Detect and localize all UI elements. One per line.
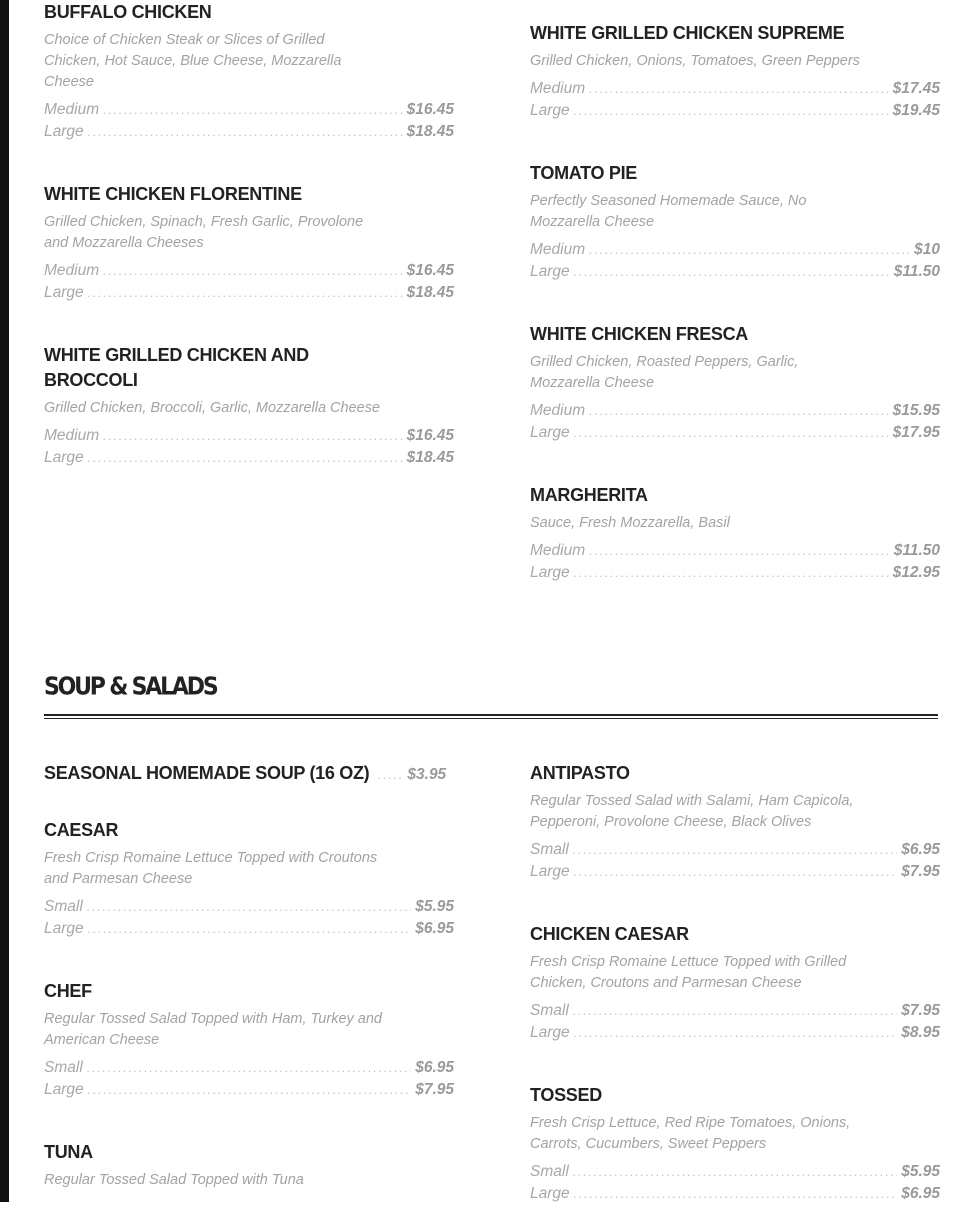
menu-item-chicken-caesar bbox=[530, 922, 940, 1044]
price-amount: $12.95 bbox=[892, 564, 940, 581]
menu-item-caesar bbox=[44, 818, 454, 940]
size-label: Small bbox=[530, 1163, 569, 1180]
menu-item-white-grilled-chicken-supreme bbox=[530, 21, 940, 122]
menu-item-chef bbox=[44, 979, 454, 1101]
price-amount: $6.95 bbox=[901, 841, 940, 858]
item-title: CHICKEN CAESAR bbox=[530, 924, 689, 944]
left-edge-bar bbox=[0, 0, 9, 1202]
dot-leader bbox=[103, 99, 402, 121]
size-label: Large bbox=[44, 1081, 84, 1098]
price-amount: $6.95 bbox=[901, 1185, 940, 1202]
menu-item-white-chicken-florentine bbox=[44, 182, 454, 304]
size-label: Medium bbox=[44, 427, 100, 444]
price-amount: $5.95 bbox=[415, 898, 454, 915]
item-title-line-1: WHITE GRILLED CHICKEN AND bbox=[44, 345, 309, 365]
dot-leader bbox=[589, 239, 910, 261]
size-label: Small bbox=[530, 1002, 569, 1019]
menu-item-white-chicken-fresca bbox=[530, 322, 940, 444]
price-list bbox=[44, 425, 454, 469]
item-title: WHITE CHICKEN FRESCA bbox=[530, 324, 748, 344]
price-row bbox=[44, 425, 454, 447]
item-description: Regular Tossed Salad with Salami, Ham Capicola, Pepperoni, Provolone Cheese, Black Olives bbox=[530, 793, 854, 830]
price-list bbox=[530, 400, 940, 444]
price-list bbox=[530, 1000, 940, 1044]
price-amount: $17.95 bbox=[892, 424, 940, 441]
price-list bbox=[44, 1057, 454, 1101]
price-amount: $17.45 bbox=[892, 80, 940, 97]
dot-leader bbox=[574, 1022, 898, 1044]
section-divider bbox=[44, 714, 938, 719]
price-row bbox=[530, 422, 940, 444]
dot-leader bbox=[103, 425, 402, 447]
item-title: MARGHERITA bbox=[530, 485, 648, 505]
price-row bbox=[530, 261, 940, 283]
menu-item-seasonal-soup bbox=[44, 761, 454, 786]
item-description: Fresh Crisp Romaine Lettuce Topped with Grilled Chicken, Croutons and Parmesan Cheese bbox=[530, 954, 847, 991]
price-amount: $16.45 bbox=[406, 262, 454, 279]
price-row bbox=[44, 896, 454, 918]
size-label: Medium bbox=[530, 241, 586, 258]
size-label: Large bbox=[530, 863, 570, 880]
price-row bbox=[530, 1161, 940, 1183]
item-title: WHITE CHICKEN FLORENTINE bbox=[44, 184, 302, 204]
item-description: Regular Tossed Salad Topped with Tuna bbox=[44, 1172, 304, 1188]
price-amount: $18.45 bbox=[406, 123, 454, 140]
menu-item-buffalo-chicken bbox=[44, 0, 454, 143]
menu-item-antipasto bbox=[530, 761, 940, 883]
size-label: Large bbox=[530, 1185, 570, 1202]
price-row bbox=[530, 562, 940, 584]
item-description: Fresh Crisp Lettuce, Red Ripe Tomatoes, Onions, Carrots, Cucumbers, Sweet Peppers bbox=[530, 1115, 851, 1152]
dot-leader bbox=[88, 1079, 412, 1101]
price-amount: $16.45 bbox=[406, 101, 454, 118]
size-label: Medium bbox=[44, 262, 100, 279]
price-amount: $10 bbox=[914, 241, 940, 258]
price-amount: $16.45 bbox=[406, 427, 454, 444]
price-amount: $3.95 bbox=[407, 766, 447, 783]
menu-item-white-grilled-chicken-broccoli bbox=[44, 343, 454, 469]
menu-item-tomato-pie bbox=[530, 161, 940, 283]
price-row bbox=[530, 861, 940, 883]
item-title: TUNA bbox=[44, 1142, 93, 1162]
size-label: Medium bbox=[530, 80, 586, 97]
size-label: Large bbox=[530, 263, 570, 280]
dot-leader bbox=[574, 261, 890, 283]
size-label: Large bbox=[44, 920, 84, 937]
price-row bbox=[44, 1079, 454, 1101]
price-amount: $19.45 bbox=[892, 102, 940, 119]
price-row bbox=[530, 1000, 940, 1022]
item-description: Grilled Chicken, Onions, Tomatoes, Green Peppers bbox=[530, 53, 860, 69]
item-title: SEASONAL HOMEMADE SOUP (16 OZ) bbox=[44, 763, 370, 783]
dot-leader bbox=[88, 282, 403, 304]
item-description: Sauce, Fresh Mozzarella, Basil bbox=[530, 515, 730, 531]
dot-leader bbox=[573, 1000, 897, 1022]
price-amount: $7.95 bbox=[415, 1081, 454, 1098]
menu-item-tuna bbox=[44, 1140, 454, 1191]
dot-leader bbox=[589, 400, 888, 422]
price-list bbox=[44, 99, 454, 143]
price-list bbox=[44, 260, 454, 304]
dot-leader bbox=[589, 78, 888, 100]
item-description: Perfectly Seasoned Homemade Sauce, No Mozzarella Cheese bbox=[530, 193, 807, 230]
dot-leader bbox=[88, 447, 403, 469]
size-label: Small bbox=[530, 841, 569, 858]
dot-leader bbox=[87, 896, 411, 918]
price-amount: $11.50 bbox=[893, 542, 940, 559]
price-list bbox=[530, 239, 940, 283]
item-title: WHITE GRILLED CHICKEN SUPREME bbox=[530, 23, 845, 43]
size-label: Large bbox=[530, 564, 570, 581]
item-description: Regular Tossed Salad Topped with Ham, Turkey and American Cheese bbox=[44, 1011, 382, 1048]
dot-leader bbox=[87, 1057, 411, 1079]
price-amount: $15.95 bbox=[892, 402, 940, 419]
price-list bbox=[530, 78, 940, 122]
price-row bbox=[530, 839, 940, 861]
item-description: Grilled Chicken, Roasted Peppers, Garlic, Mozzarella Cheese bbox=[530, 354, 799, 391]
dot-leader bbox=[573, 839, 897, 861]
price-list bbox=[530, 839, 940, 883]
price-amount: $18.45 bbox=[406, 449, 454, 466]
price-row bbox=[44, 447, 454, 469]
price-row bbox=[530, 239, 940, 261]
price-row bbox=[530, 540, 940, 562]
dot-leader bbox=[589, 540, 890, 562]
price-row bbox=[44, 260, 454, 282]
item-title: BUFFALO CHICKEN bbox=[44, 2, 212, 22]
price-list bbox=[44, 896, 454, 940]
price-amount: $8.95 bbox=[901, 1024, 940, 1041]
size-label: Medium bbox=[530, 402, 586, 419]
size-label: Large bbox=[44, 123, 84, 140]
inline-price-row bbox=[44, 761, 454, 786]
price-amount: $7.95 bbox=[901, 863, 940, 880]
dot-leader bbox=[574, 562, 889, 584]
size-label: Small bbox=[44, 1059, 83, 1076]
price-list bbox=[530, 1161, 940, 1205]
price-row bbox=[44, 282, 454, 304]
price-row bbox=[530, 78, 940, 100]
item-description: Choice of Chicken Steak or Slices of Grilled Chicken, Hot Sauce, Blue Cheese, Mozzarella Cheese bbox=[44, 32, 342, 90]
item-description: Grilled Chicken, Spinach, Fresh Garlic, Provolone and Mozzarella Cheeses bbox=[44, 214, 364, 251]
price-row bbox=[44, 121, 454, 143]
dot-leader bbox=[103, 260, 402, 282]
size-label: Large bbox=[530, 424, 570, 441]
price-row bbox=[44, 99, 454, 121]
dot-leader bbox=[88, 121, 403, 143]
price-amount: $7.95 bbox=[901, 1002, 940, 1019]
price-list bbox=[530, 540, 940, 584]
price-row bbox=[530, 100, 940, 122]
price-amount: $6.95 bbox=[415, 1059, 454, 1076]
dot-leader bbox=[88, 918, 412, 940]
menu-item-margherita bbox=[530, 483, 940, 584]
size-label: Small bbox=[44, 898, 83, 915]
item-title: CHEF bbox=[44, 981, 92, 1001]
item-title: CAESAR bbox=[44, 820, 119, 840]
size-label: Large bbox=[530, 1024, 570, 1041]
dot-leader bbox=[573, 1161, 897, 1183]
item-title: TOSSED bbox=[530, 1085, 602, 1105]
size-label: Large bbox=[530, 102, 570, 119]
item-title: ANTIPASTO bbox=[530, 763, 630, 783]
price-amount: $5.95 bbox=[901, 1163, 940, 1180]
section-title-soup-salads: SOUP & SALADS bbox=[44, 673, 217, 701]
dot-leader bbox=[574, 861, 898, 883]
price-row bbox=[530, 400, 940, 422]
price-row bbox=[44, 918, 454, 940]
size-label: Medium bbox=[44, 101, 100, 118]
price-row bbox=[530, 1022, 940, 1044]
price-amount: $11.50 bbox=[893, 263, 940, 280]
item-title-line-2: BROCCOLI bbox=[44, 370, 138, 390]
item-description: Grilled Chicken, Broccoli, Garlic, Mozzarella Cheese bbox=[44, 400, 381, 416]
item-title: TOMATO PIE bbox=[530, 163, 638, 183]
item-description: Fresh Crisp Romaine Lettuce Topped with Croutons and Parmesan Cheese bbox=[44, 850, 378, 887]
size-label: Large bbox=[44, 284, 84, 301]
dot-leader bbox=[574, 100, 889, 122]
size-label: Medium bbox=[530, 542, 586, 559]
price-amount: $6.95 bbox=[415, 920, 454, 937]
price-amount: $18.45 bbox=[406, 284, 454, 301]
size-label: Large bbox=[44, 449, 84, 466]
dot-leader bbox=[574, 422, 889, 444]
menu-item-tossed bbox=[530, 1083, 940, 1205]
price-row bbox=[44, 1057, 454, 1079]
dot-leader bbox=[377, 767, 403, 782]
